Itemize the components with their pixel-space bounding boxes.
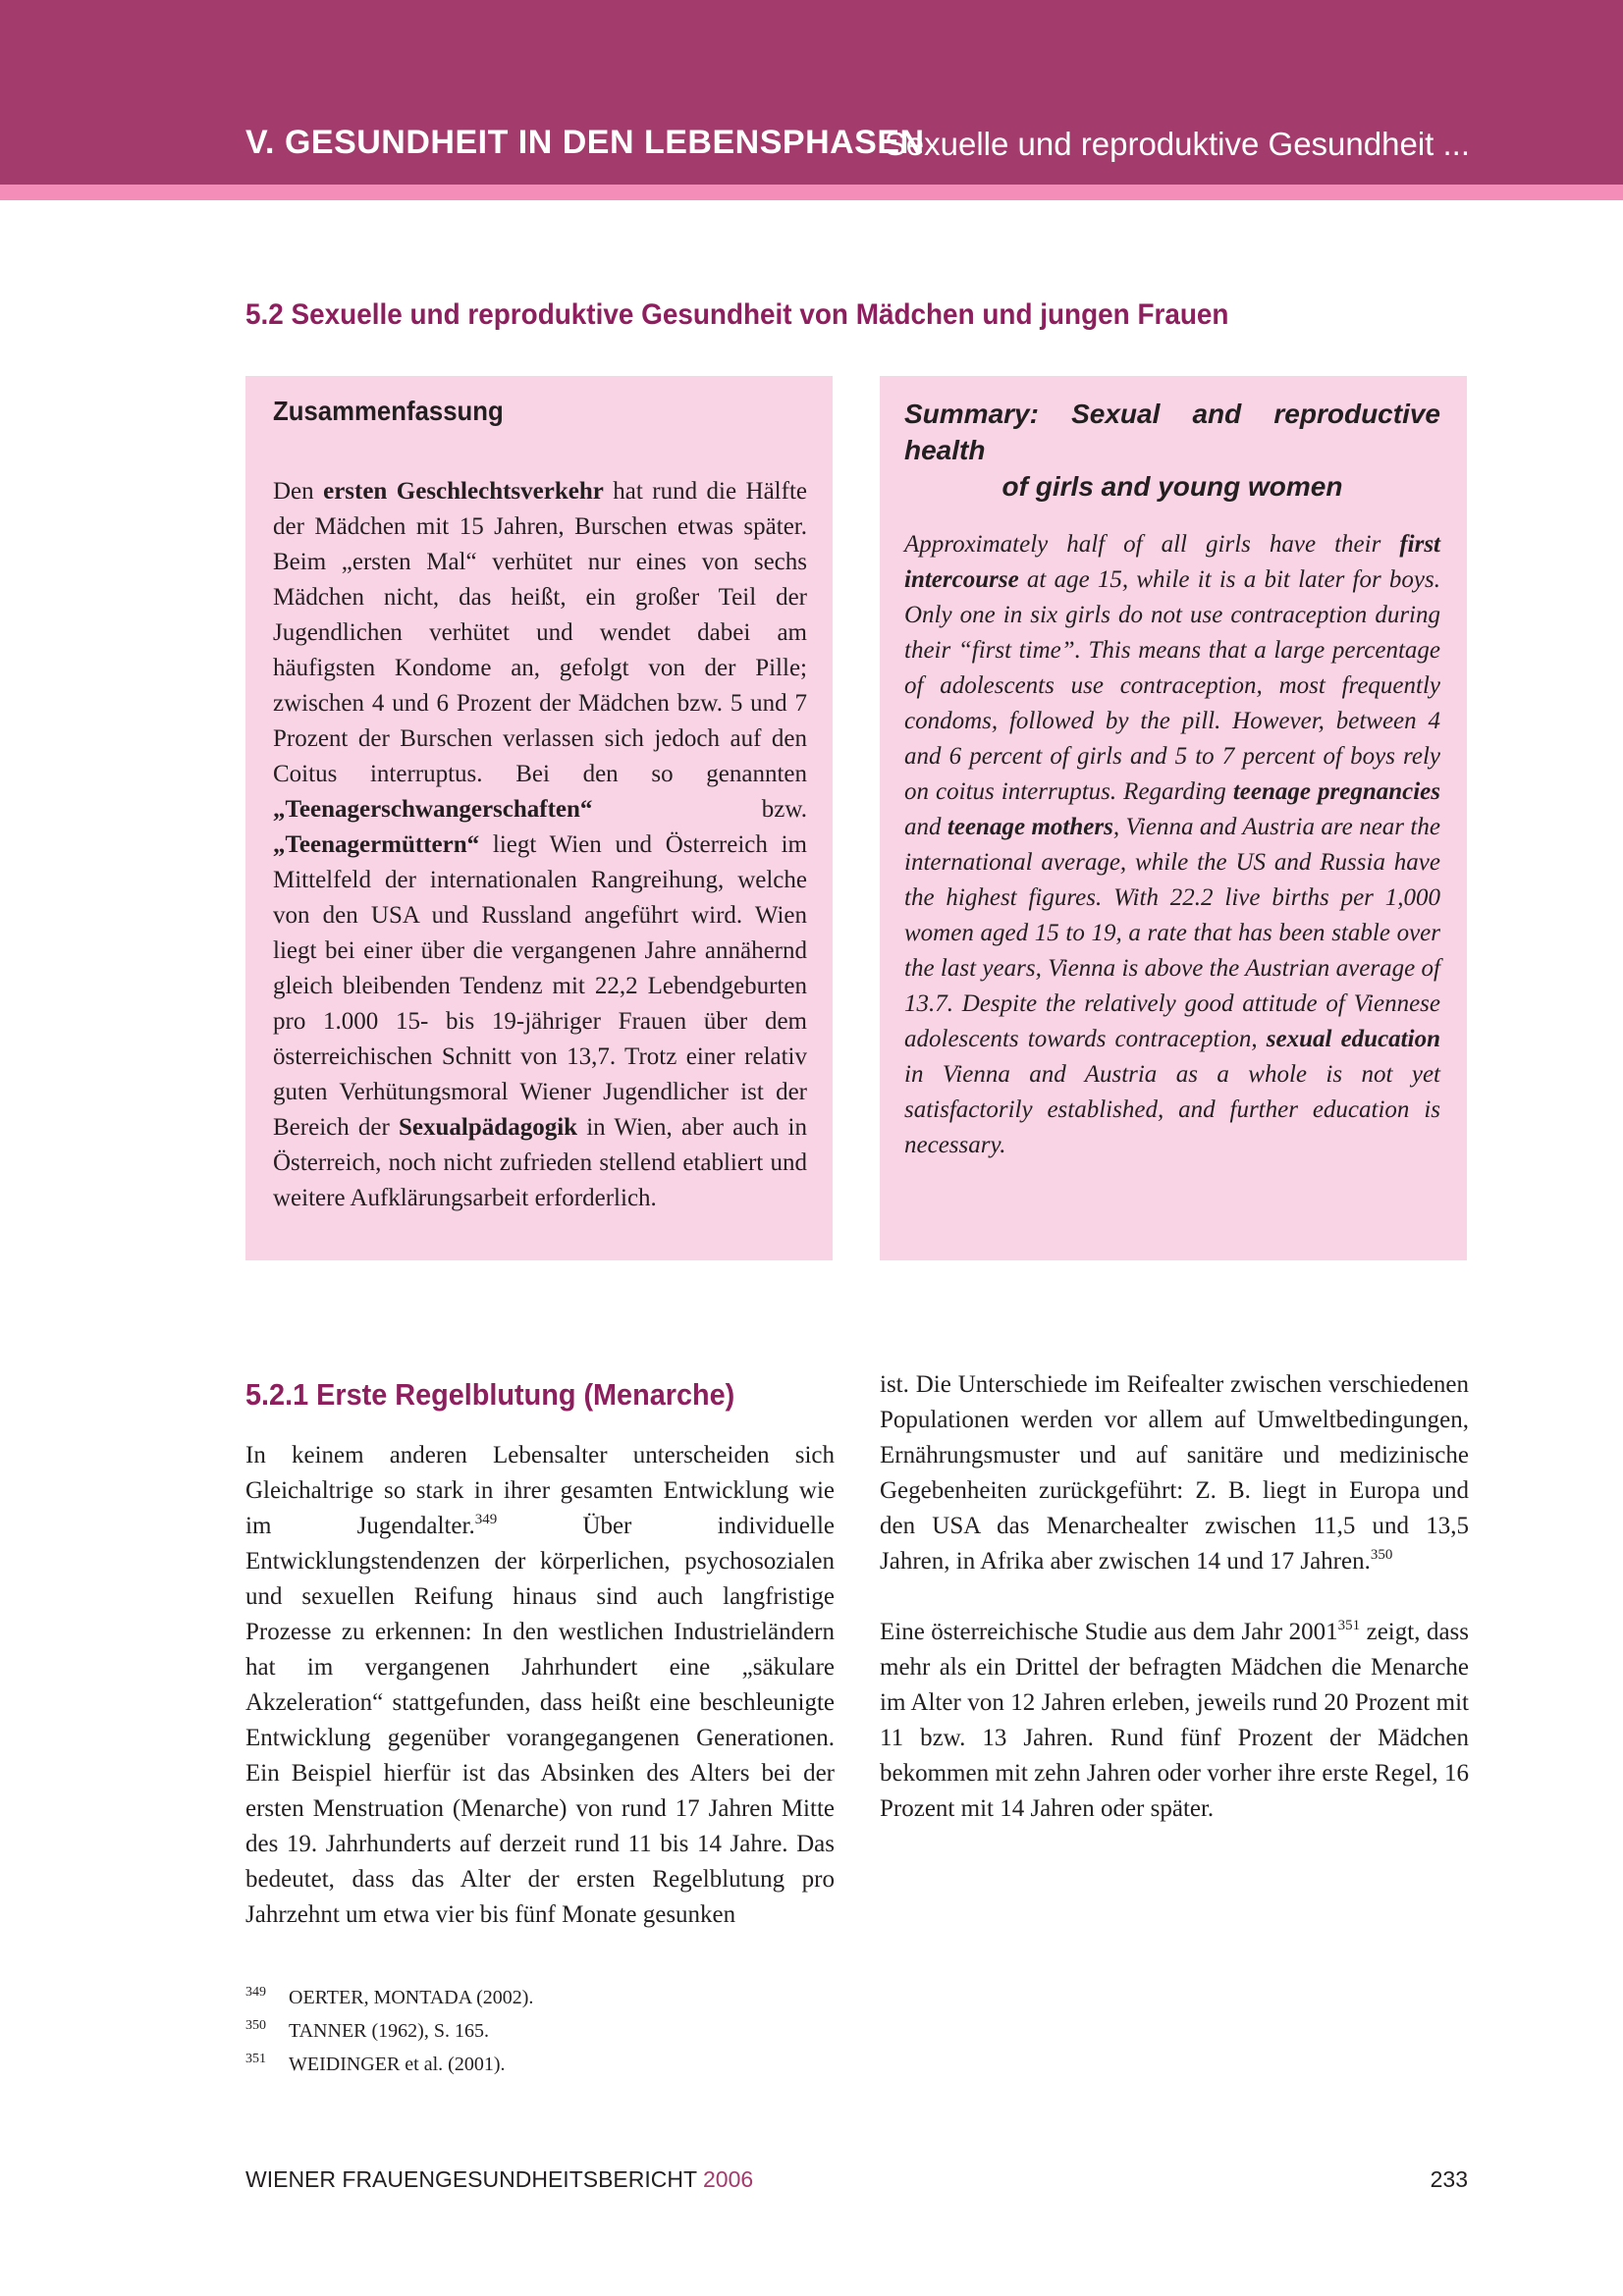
bold-term: „Teenagerschwangerschaften“ xyxy=(273,796,593,823)
footnote-ref[interactable]: 350 xyxy=(1370,1547,1393,1563)
footnotes xyxy=(245,1981,835,2081)
body-paragraph-1-continued: ist. Die Unterschiede im Reifealter zwischen verschiedenen Populationen werden vor allem auf Umweltbedingungen, Ernährungsmuster und auf sanitäre und medizinische Gegebenheiten zurückgeführt: Z. B. liegt in Europa und den USA das Menarchealter zwischen 11,5 und 13,5 Jahren, in Afrika aber zwischen 14 und 17 Jahren.$^{350}$ xyxy=(880,1371,1469,1575)
bold-term: „Teenagermüttern“ xyxy=(273,831,480,858)
footnote-349: 349 OERTER, MONTADA (2002). xyxy=(245,1985,534,2008)
summary-title-german: Zusammenfassung xyxy=(273,396,504,426)
footnote-351: 351 WEIDINGER et al. (2001). xyxy=(245,2052,506,2075)
bold-term: ersten Geschlechtsverkehr xyxy=(323,478,604,505)
bold-term: teenage mothers xyxy=(947,814,1113,840)
body-paragraph-1: In keinem anderen Lebensalter unterscheiden sich Gleichaltrige so stark in ihrer gesamten Entwicklung wie im Jugendalter.$^{349}$ Über individuelle Entwicklungstendenzen der körperlichen, psychosozialen und sexuellen Reifung hinaus sind auch langfristige Prozesse zu erkennen: In den westlichen Industrieländern hat im vergangenen Jahrhundert eine „säkulare Akzeleration“ stattgefunden, dass heißt eine beschleunigte Entwicklung gegenüber vorangegangenen Generationen. Ein Beispiel hierfür ist das Absinken des Alters bei der ersten Menstruation (Menarche) von rund 17 Jahren Mitte des 19. Jahrhunderts auf derzeit rund 11 bis 14 Jahre. Das bedeutet, dass das Alter der ersten Regelblutung pro Jahrzehnt um etwa vier bis fünf Monate gesunken xyxy=(245,1442,835,1928)
section-title: 5.2 Sexuelle und reproduktive Gesundheit von Mädchen und jungen Frauen xyxy=(245,298,1229,331)
summary-text-german: Den ersten Geschlechtsverkehr hat rund die Hälfte der Mädchen mit 15 Jahren, Burschen etwas später. Beim „ersten Mal“ verhütet nur eines von sechs Mädchen nicht, das heißt, ein großer Teil der Jugendlichen verhütet und wendet dabei am häufigsten Kondome an, gefolgt von der Pille; zwischen 4 und 6 Prozent der Mädchen bzw. 5 und 7 Prozent der Burschen verlassen sich jedoch auf den Coitus interruptus. Bei den so genannten „Teenagerschwangerschaften“ bzw. „Teenagermüttern“ liegt Wien und Österreich im Mittelfeld der internationalen Rangreihung, welche von den USA und Russland angeführt wird. Wien liegt bei einer über die vergangenen Jahre annähernd gleich bleibenden Tendenz mit 22,2 Lebendgeburten pro 1.000 15- bis 19-jähriger Frauen über dem österreichischen Schnitt von 13,7. Trotz einer relativ guten Verhütungsmoral Wiener Jugendlicher ist der Bereich der Sexualpädagogik in Wien, aber auch in Österreich, noch nicht zufrieden stellend etabliert und weitere Aufklärungsarbeit erforderlich. xyxy=(273,478,807,1211)
body-column-right xyxy=(880,1367,1469,1862)
page-number: 233 xyxy=(1430,2166,1468,2192)
bold-term: sexual education xyxy=(1266,1026,1440,1052)
footer-report-title: WIENER FRAUENGESUNDHEITSBERICHT 2006 xyxy=(245,2166,754,2192)
footnote-ref[interactable]: 351 xyxy=(1337,1618,1361,1633)
summary-box-german xyxy=(245,376,833,1260)
header-stripe xyxy=(0,185,1623,200)
summary-text-english: Approximately half of all girls have their first intercourse at age 15, while it is a bit later for boys. Only one in six girls do not use contraception during their “first time”. This means that a large percentage of adolescents use contraception, most frequently condoms, followed by the pill. However, between 4 and 6 percent of girls and 5 to 7 percent of boys rely on coitus interruptus. Regarding teenage pregnancies and teenage mothers, Vienna and Austria are near the international average, while the US and Russia have the highest figures. With 22.2 live births per 1,000 women aged 15 to 19, a rate that has been stable over the last years, Vienna is above the Austrian average of 13.7. Despite the relatively good attitude of Viennese adolescents towards contraception, sexual education in Vienna and Austria as a whole is not yet satisfactorily established, and further education is necessary. xyxy=(904,531,1440,1158)
summary-title-english-line1: Summary: Sexual and reproductive health xyxy=(904,399,1440,465)
footnote-350: 350 TANNER (1962), S. 165. xyxy=(245,2018,489,2042)
footer-year: 2006 xyxy=(703,2166,754,2192)
subsection-title: 5.2.1 Erste Regelblutung (Menarche) xyxy=(245,1377,735,1412)
bold-term: first intercourse xyxy=(904,531,1440,593)
chapter-title: V. GESUNDHEIT IN DEN LEBENSPHASEN xyxy=(245,124,925,161)
footnote-ref[interactable]: 349 xyxy=(474,1512,498,1527)
summary-title-english-line2: of girls and young women xyxy=(1001,471,1343,502)
bold-term: Sexualpädagogik xyxy=(399,1114,578,1141)
body-column-left xyxy=(245,1367,835,1968)
body-paragraph-2: Eine österreichische Studie aus dem Jahr 2001$^{351}$ zeigt, dass mehr als ein Drittel der befragten Mädchen die Menarche im Alter von 12 Jahren erleben, jeweils rund 20 Prozent mit 11 bzw. 13 Jahren. Rund fünf Prozent der Mädchen bekommen mit zehn Jahren oder vorher ihre erste Regel, 16 Prozent mit 14 Jahren oder später. xyxy=(880,1618,1470,1822)
summary-box-english xyxy=(880,376,1467,1260)
bold-term: teenage pregnancies xyxy=(1232,778,1440,805)
running-section-title: Sexuelle und reproduktive Gesundheit ... xyxy=(884,126,1470,162)
summary-title-english xyxy=(904,396,1440,505)
